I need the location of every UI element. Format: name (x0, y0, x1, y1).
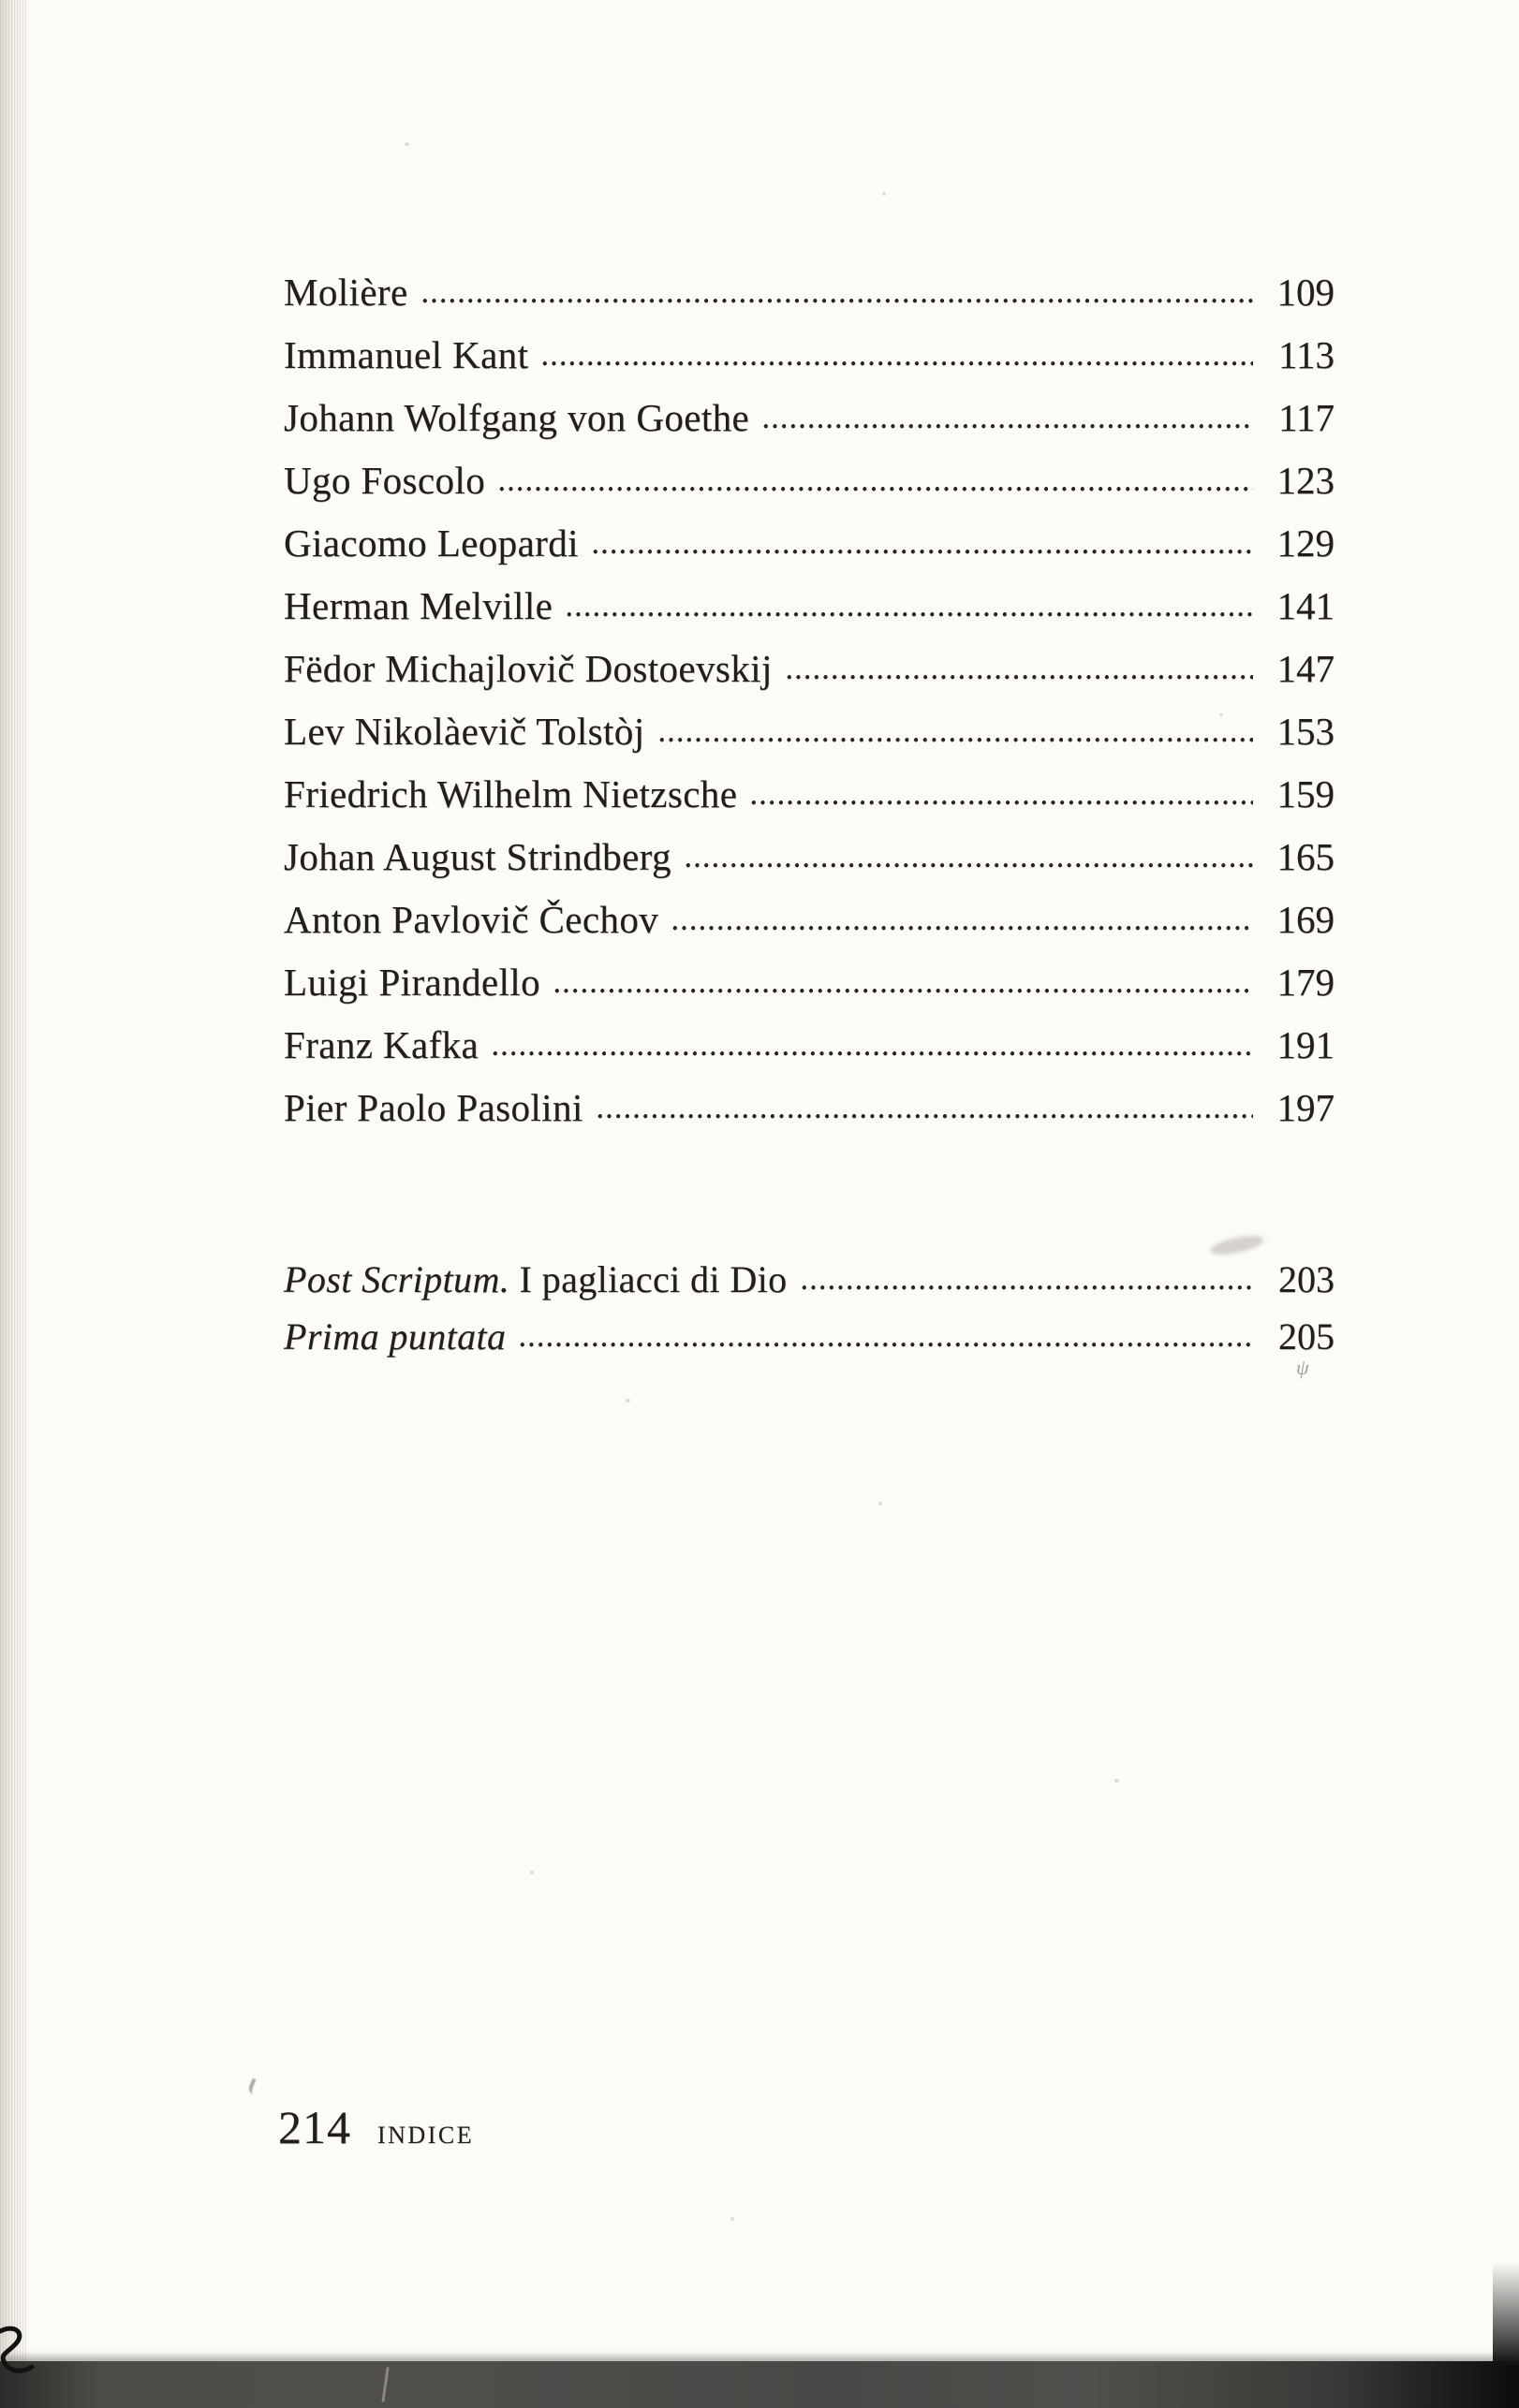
dot-leader (749, 797, 1253, 807)
scan-speck (878, 1502, 882, 1505)
scanner-bed-shadow (0, 2361, 1519, 2408)
toc-entry (284, 773, 1335, 815)
toc-entry (284, 836, 1335, 877)
toc-entry-title (284, 1316, 506, 1358)
scan-speck (1114, 1779, 1119, 1783)
folio-number: 214 (278, 2101, 351, 2153)
dot-leader (800, 1282, 1253, 1292)
toc-entry (284, 397, 1335, 438)
toc-entry-page: 179 (1276, 961, 1335, 1004)
toc-entry-title-italic: Post Scriptum. (284, 1258, 510, 1300)
toc-entry-title: Luigi Pirandello (284, 961, 541, 1004)
toc-entry (284, 1024, 1335, 1065)
scan-speck (530, 1871, 534, 1874)
dot-leader (540, 358, 1253, 368)
toc-entry-page: 113 (1278, 333, 1335, 376)
toc-entry (284, 1316, 1335, 1358)
toc-entry-page: 159 (1276, 772, 1335, 815)
scan-speck (730, 2217, 734, 2221)
toc-entry (284, 962, 1335, 1003)
dot-leader (591, 546, 1253, 556)
dot-leader (684, 859, 1253, 870)
toc-entry-title: Lev Nikolàevič Tolstòj (284, 710, 645, 753)
dot-leader (565, 609, 1253, 619)
toc-entry-page: 109 (1276, 271, 1335, 314)
toc-entry-page: 123 (1276, 459, 1335, 502)
scan-speck (626, 1399, 630, 1402)
toc-entry (284, 1259, 1335, 1300)
toc-entry-page: 141 (1276, 584, 1335, 627)
dot-leader (518, 1339, 1253, 1349)
toc-entry-page: 129 (1276, 521, 1335, 565)
scan-speck (405, 142, 409, 146)
toc-entry-title: Herman Melville (284, 584, 553, 627)
scan-tick-mark (246, 2078, 264, 2097)
toc-entry-title: Johann Wolfgang von Goethe (284, 396, 750, 439)
dot-leader (596, 1110, 1253, 1121)
dot-leader (420, 295, 1253, 305)
toc-entry (284, 460, 1335, 501)
scan-squiggle: ψ (1296, 1356, 1309, 1379)
toc-entry (284, 711, 1335, 752)
toc-entry-title: Fëdor Michajlovič Dostoevskij (284, 647, 773, 690)
toc-entry (284, 899, 1335, 940)
toc-entry (284, 522, 1335, 564)
toc-entry (284, 334, 1335, 375)
scan-scratch (381, 2367, 389, 2402)
toc-entry-page: 197 (1276, 1086, 1335, 1129)
ink-curl-mark (0, 2326, 49, 2391)
toc-entry-page: 203 (1278, 1258, 1335, 1300)
toc-entry-title: Anton Pavlovič Čechov (284, 898, 659, 941)
toc-entry-title: Pier Paolo Pasolini (284, 1086, 583, 1129)
toc-entry-page: 153 (1276, 710, 1335, 753)
toc-entry-title: Ugo Foscolo (284, 459, 486, 502)
dot-leader (761, 420, 1253, 431)
toc-entry-title: Molière (284, 271, 408, 314)
page-footer (278, 2100, 474, 2154)
toc-entry (284, 648, 1335, 689)
toc-entry-page: 169 (1276, 898, 1335, 941)
toc-entry-title: Immanuel Kant (284, 333, 529, 376)
dot-leader (657, 734, 1254, 744)
toc-entry-title: Giacomo Leopardi (284, 521, 579, 565)
toc-entry-title-italic: Prima puntata (284, 1315, 507, 1358)
dot-leader (553, 985, 1253, 995)
scan-speck (882, 192, 886, 196)
toc-entry-title: Johan August Strindberg (284, 835, 671, 878)
toc-entry-title: Franz Kafka (284, 1023, 479, 1066)
toc-entry-page: 191 (1276, 1023, 1335, 1066)
footer-section-label: INDICE (377, 2122, 475, 2149)
corner-shadow (1493, 2262, 1519, 2365)
postscript-section (284, 1259, 1335, 1358)
toc-entry-page: 165 (1276, 835, 1335, 878)
toc-entry (284, 585, 1335, 626)
dot-leader (497, 483, 1253, 493)
toc-entry-page: 117 (1278, 396, 1335, 439)
toc-entry-title (284, 1259, 788, 1300)
toc-entry-title-rest: I pagliacci di Dio (509, 1258, 788, 1300)
toc-entry-title: Friedrich Wilhelm Nietzsche (284, 772, 738, 815)
toc-entry-page: 147 (1276, 647, 1335, 690)
toc-entry (284, 272, 1335, 313)
toc-entry-page: 205 (1278, 1315, 1335, 1358)
toc-entry (284, 1087, 1335, 1128)
dot-leader (491, 1048, 1253, 1058)
scan-speck (1219, 713, 1223, 716)
dot-leader (671, 922, 1253, 932)
dot-leader (785, 671, 1253, 682)
